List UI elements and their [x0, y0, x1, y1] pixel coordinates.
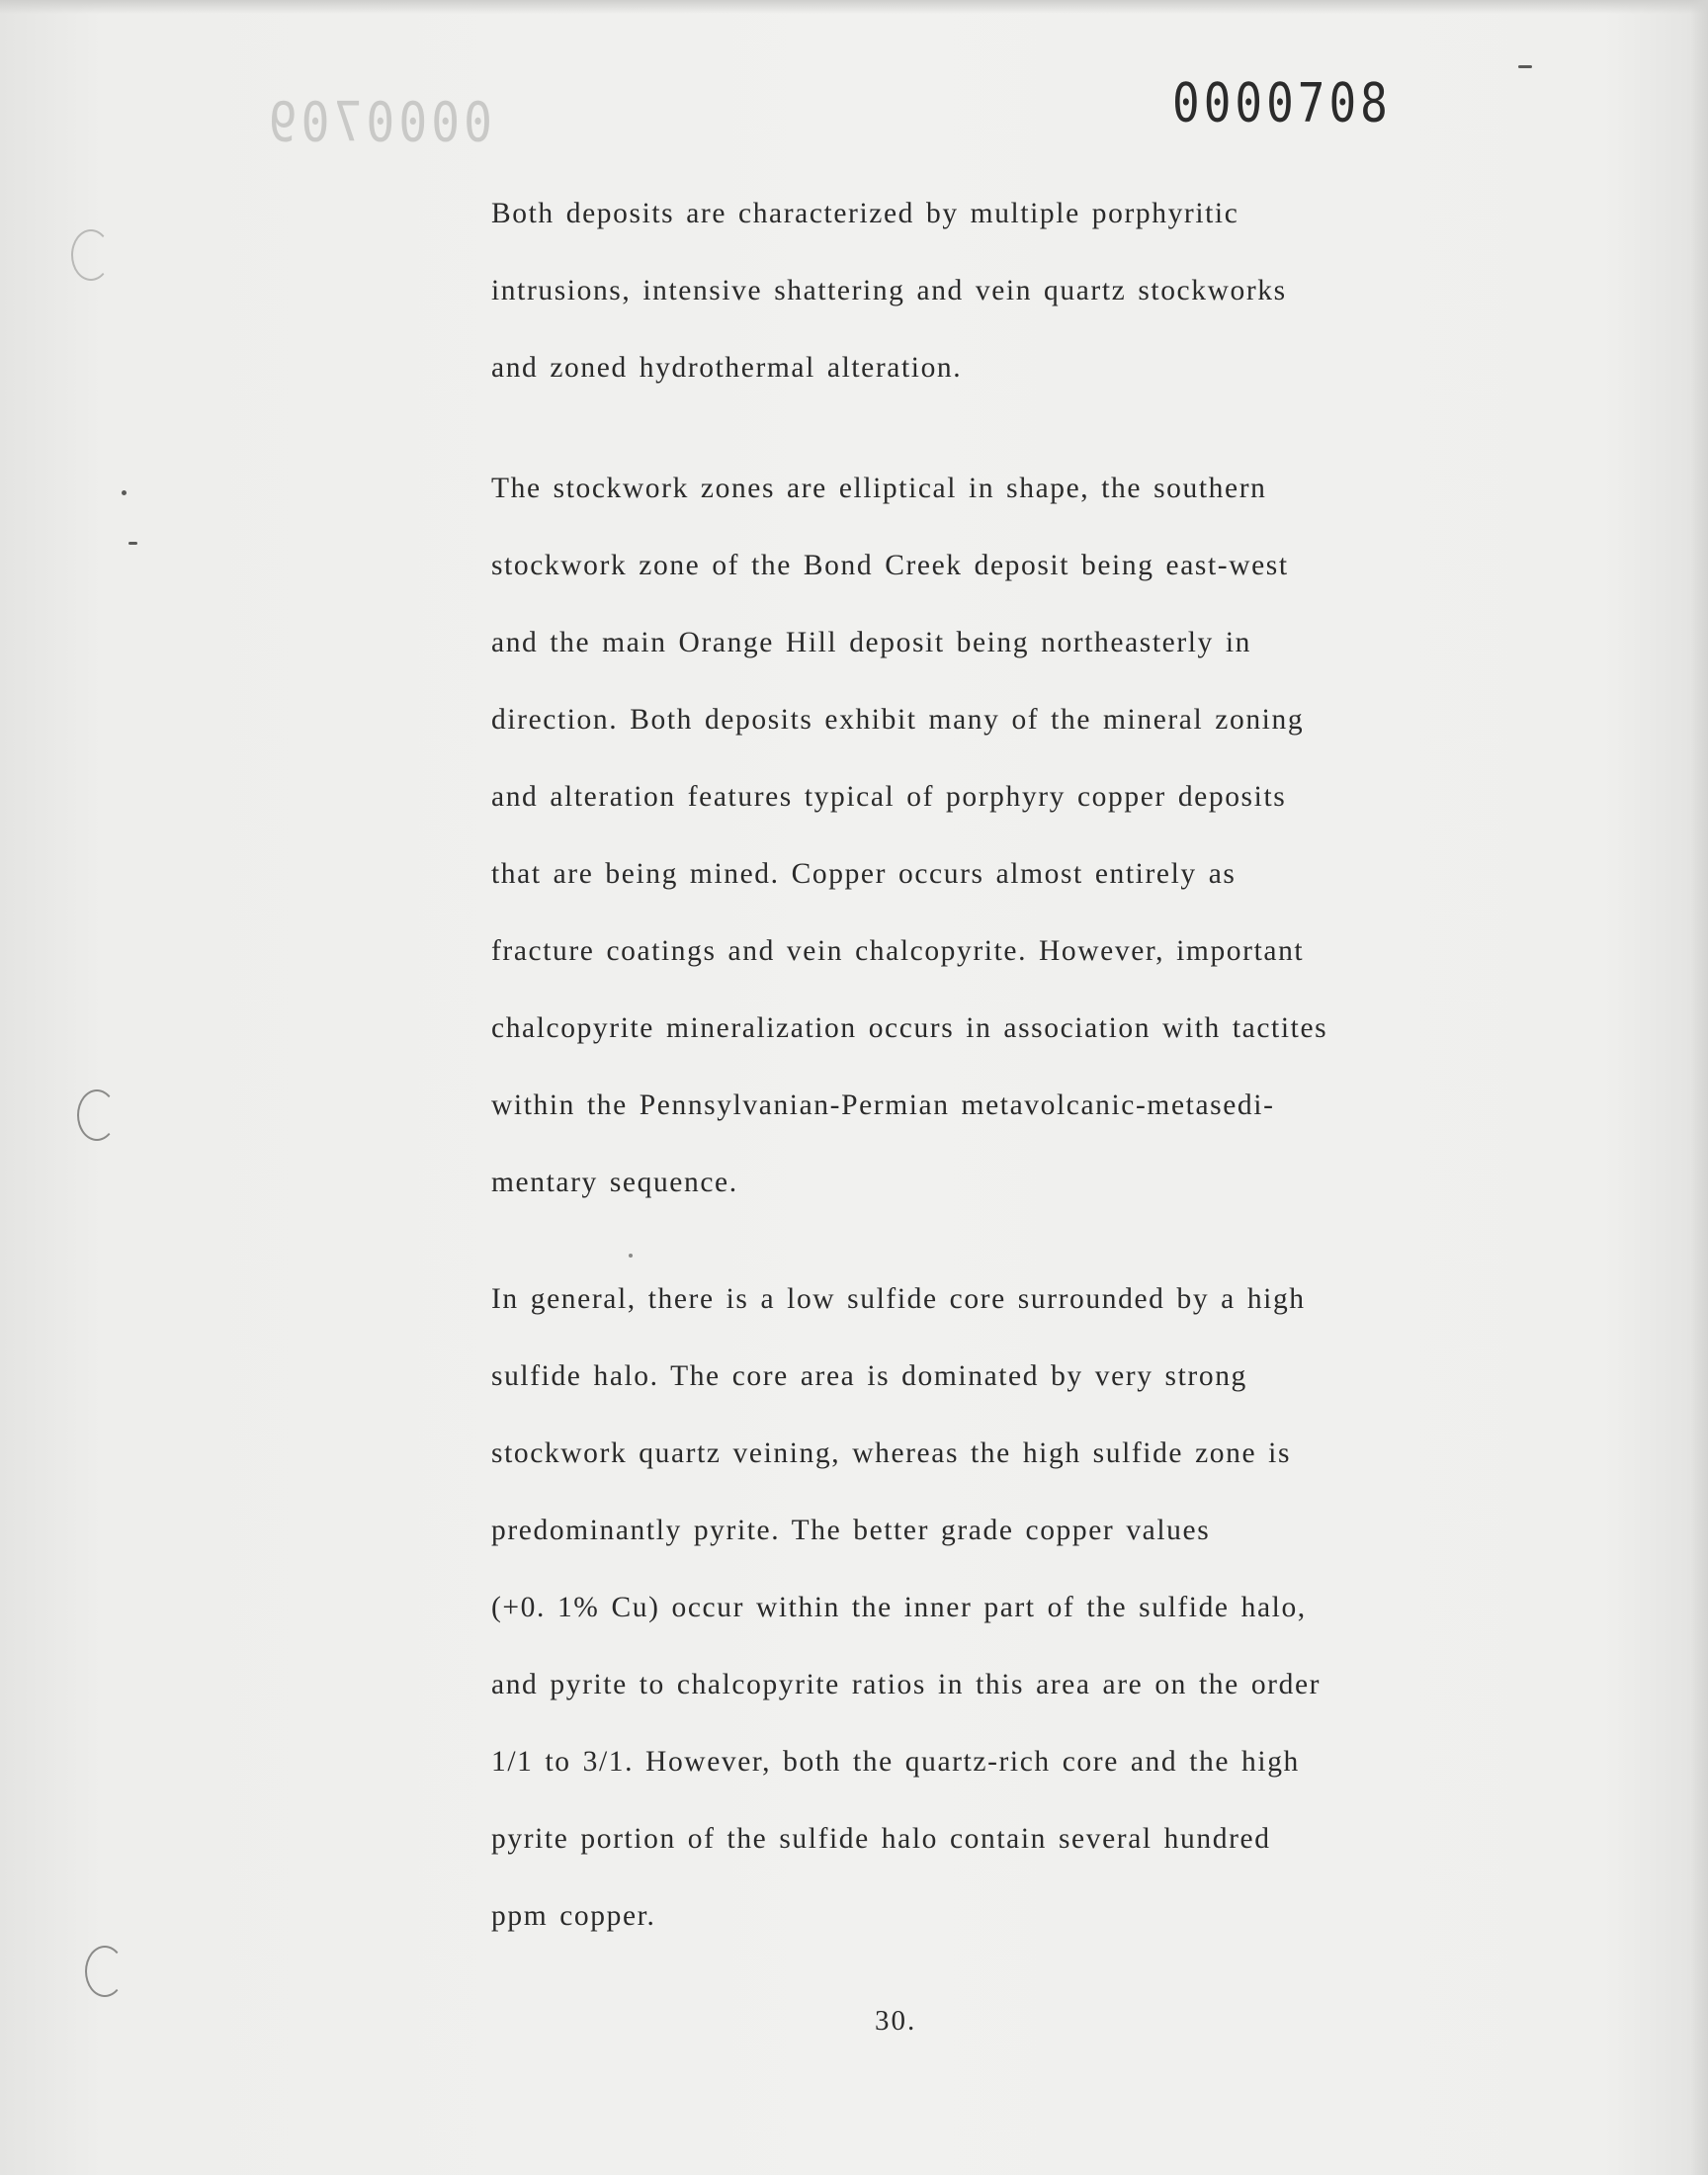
punch-hole-top	[71, 229, 111, 281]
punch-hole-middle	[77, 1089, 117, 1141]
paragraph-line: and alteration features typical of porphyry copper deposits	[491, 781, 1287, 813]
paragraph-line: within the Pennsylvanian-Permian metavolcanic-metasedi-	[491, 1089, 1275, 1121]
paragraph-line: In general, there is a low sulfide core surrounded by a high	[491, 1283, 1306, 1315]
paragraph-line: and the main Orange Hill deposit being northeasterly in	[491, 627, 1252, 658]
paragraph-line: pyrite portion of the sulfide halo contain several hundred	[491, 1823, 1271, 1855]
paragraph-line: (+0. 1% Cu) occur within the inner part of the sulfide halo,	[491, 1592, 1307, 1623]
paragraph-line: The stockwork zones are elliptical in shape, the southern	[491, 473, 1267, 504]
paragraph-line: 1/1 to 3/1. However, both the quartz-rich core and the high	[491, 1746, 1300, 1778]
paragraph-line: ppm copper.	[491, 1900, 656, 1932]
paragraph-line: stockwork quartz veining, whereas the high sulfide zone is	[491, 1437, 1292, 1469]
paragraph-line: that are being mined. Copper occurs almost entirely as	[491, 858, 1237, 890]
scan-right-edge	[1690, 0, 1708, 2175]
paragraph-line: chalcopyrite mineralization occurs in association with tactites	[491, 1012, 1328, 1044]
paragraph-line: stockwork zone of the Bond Creek deposit being east-west	[491, 550, 1289, 581]
scan-speck	[122, 490, 127, 495]
document-control-number: 0000708	[1172, 71, 1392, 134]
paragraph-line: sulfide halo. The core area is dominated by very strong	[491, 1360, 1247, 1392]
punch-hole-bottom	[85, 1946, 125, 1997]
page-number: 30.	[875, 2005, 917, 2037]
paragraph-line: Both deposits are characterized by multiple porphyritic	[491, 198, 1239, 229]
scan-speck	[1518, 65, 1532, 68]
paragraph-line: and pyrite to chalcopyrite ratios in this area are on the order	[491, 1669, 1322, 1700]
paragraph-line: predominantly pyrite. The better grade copper values	[491, 1515, 1211, 1546]
bleed-through-stamp: 0000709	[264, 91, 492, 155]
paragraph-line: fracture coatings and vein chalcopyrite. However, important	[491, 935, 1305, 967]
paragraph-line: mentary sequence.	[491, 1167, 738, 1198]
paragraph-line: direction. Both deposits exhibit many of the mineral zoning	[491, 704, 1305, 736]
paragraph-line: intrusions, intensive shattering and vein quartz stockworks	[491, 275, 1287, 306]
scan-speck	[629, 1254, 633, 1258]
paragraph-line: and zoned hydrothermal alteration.	[491, 352, 963, 384]
scan-top-shadow	[0, 0, 1708, 14]
scan-speck	[128, 542, 137, 545]
